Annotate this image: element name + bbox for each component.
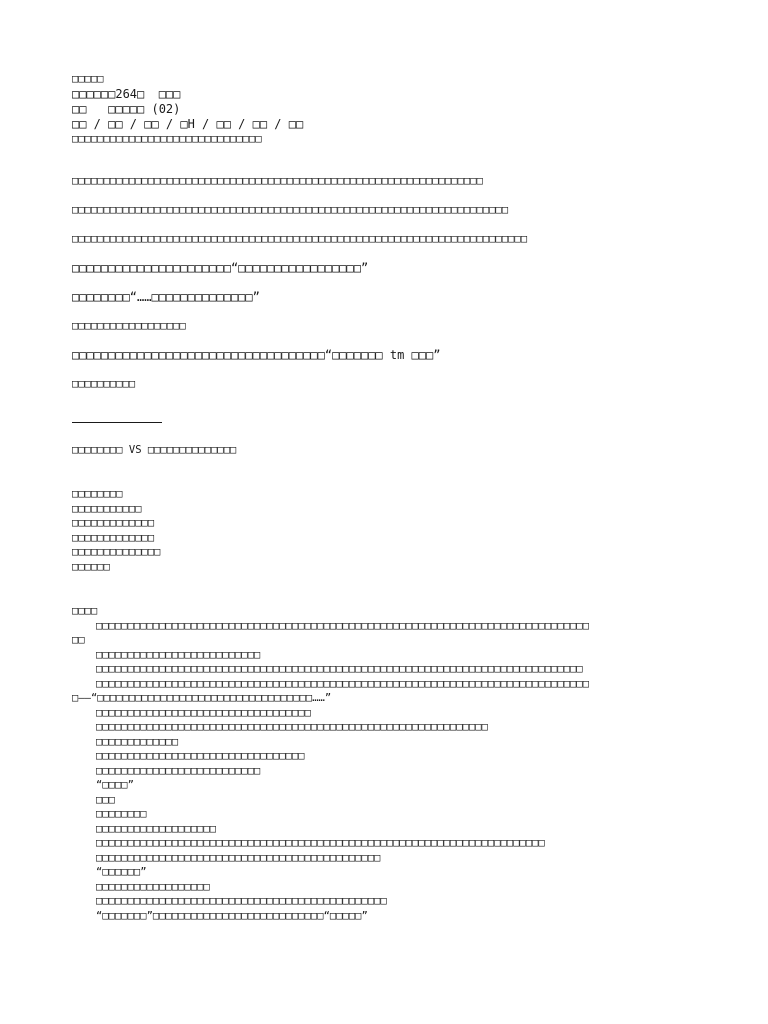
body-line: □□□□□□□□□□□□□□□□□□□□□□□□□□□□□□□□□□□□□□□□□□□□□ [96, 851, 381, 864]
toc-list [72, 487, 702, 574]
header-title: □□□□□ [72, 73, 104, 85]
body-line: □□□□□□□□□□□□□□□□□□□□□□□□□□□□□□□□□□□□□□□□□□□□□□□□□□□□□□□□□□□□□□□□□□□□□□□□□□□□□□ [96, 619, 590, 632]
header-subtitle: □□□□□□□□□□□□□□□□□□□□□□□□□□□□□□ [72, 133, 262, 145]
body-line: □□□□□□□□□□□□□□□□□□□□□□□□□□□□□□□□□□□□□□□□□□□□□□□□□□□□□□□□□□□□□□□□□□□□□□□□□□□□□ [96, 663, 583, 675]
header-volume: □□ □□□□□ (02) [72, 102, 181, 116]
body-line: □□□□□□□□□□□□□□□□□□ [96, 880, 210, 893]
paragraph: □□□□□□□□□□□□□□□□□□□□□□□□□□□□□□□□□□□“□□□□□□□ tm □□□” [72, 348, 441, 362]
header-issue: □□□□□□264□ □□□ [72, 87, 181, 101]
body-line: □□□□□□□□□□□□□□□□□□□□□□□□□□□□□□□□□□ [96, 706, 311, 719]
body-line: □□□□□□□□□□□□□□□□□□□□□□□□□□□□□□□□□□□□□□□□□□□□□□ [96, 895, 387, 907]
paragraph: □□□□□□□□□□□□□□□□□□ [72, 320, 186, 332]
body-line: □□□□□□□□ [96, 808, 147, 820]
paragraph: □□□□□□□□□□□□□□□□□□□□□□“□□□□□□□□□□□□□□□□□” [72, 261, 369, 275]
body-line: □□□□□□□□□□□□□□□□□□□□□□□□□□ [96, 648, 261, 661]
list-item: □□□□□□□□□□□□□ [72, 517, 155, 529]
body-line: □□□□□□□□□□□□□ [96, 735, 179, 748]
list-item: □□□□□□□□□□□□□ [72, 531, 155, 544]
paragraph: □□□□□□□□□□ [72, 378, 136, 390]
list-item: □□□□□□□□□□□□□□ [72, 546, 161, 558]
document-page [72, 72, 702, 923]
paragraph: □□□□□□□□“……□□□□□□□□□□□□□□” [72, 290, 260, 304]
body-line: □□□□□□□□□□□□□□□□□□□□□□□□□□□□□□□□□□□□□□□□□□□□□□□□□□□□□□□□□□□□□□ [96, 721, 488, 733]
body-line: □□□□□□□□□□□□□□□□□□□□□□□□□□ [96, 764, 261, 777]
body-line: □□□□□□□□□□□□□□□□□□□ [96, 822, 217, 835]
body-line: □□□□□□□□□□□□□□□□□□□□□□□□□□□□□□□□□□□□□□□□□□□□□□□□□□□□□□□□□□□□□□□□□□□□□□□ [96, 837, 545, 849]
body-line: □□□□□□□□□□□□□□□□□□□□□□□□□□□□□□□□□□□□□□□□□□□□□□□□□□□□□□□□□□□□□□□□□□□□□□□□□□□□□□ [96, 677, 590, 690]
paragraph: □□□□□□□□□□□□□□□□□□□□□□□□□□□□□□□□□□□□□□□□□□□□□□□□□□□□□□□□□□□□□□□□□ [72, 175, 483, 187]
header-tags: □□ / □□ / □□ / □H / □□ / □□ / □□ [72, 117, 304, 131]
list-item: □□□□□□ [72, 560, 110, 573]
list-item: □□□□□□□□□□□ [72, 502, 142, 515]
body-line: “□□□□” [96, 779, 134, 791]
paragraph: □□□□□□□□□□□□□□□□□□□□□□□□□□□□□□□□□□□□□□□□□□□□□□□□□□□□□□□□□□□□□□□□□□□□□□□□ [72, 233, 528, 245]
body-line: “□□□□□□□”□□□□□□□□□□□□□□□□□□□□□□□□□□□“□□□□□” [96, 909, 368, 922]
footnote: □□□□□□□□ VS □□□□□□□□□□□□□□ [72, 444, 237, 456]
list-item: □□□□□□□□ [72, 488, 123, 500]
document-header [72, 72, 702, 147]
body-line: □——“□□□□□□□□□□□□□□□□□□□□□□□□□□□□□□□□□□……” [72, 692, 332, 704]
body-line: □□ [72, 634, 85, 646]
body-line: □□□□□□□□□□□□□□□□□□□□□□□□□□□□□□□□□ [96, 750, 305, 762]
body-line: □□□ [96, 793, 115, 806]
body-line: □□□□ [72, 605, 98, 617]
body-text [72, 604, 702, 923]
paragraph: □□□□□□□□□□□□□□□□□□□□□□□□□□□□□□□□□□□□□□□□□□□□□□□□□□□□□□□□□□□□□□□□□□□□□ [72, 204, 509, 216]
body-line: “□□□□□□” [96, 866, 147, 878]
